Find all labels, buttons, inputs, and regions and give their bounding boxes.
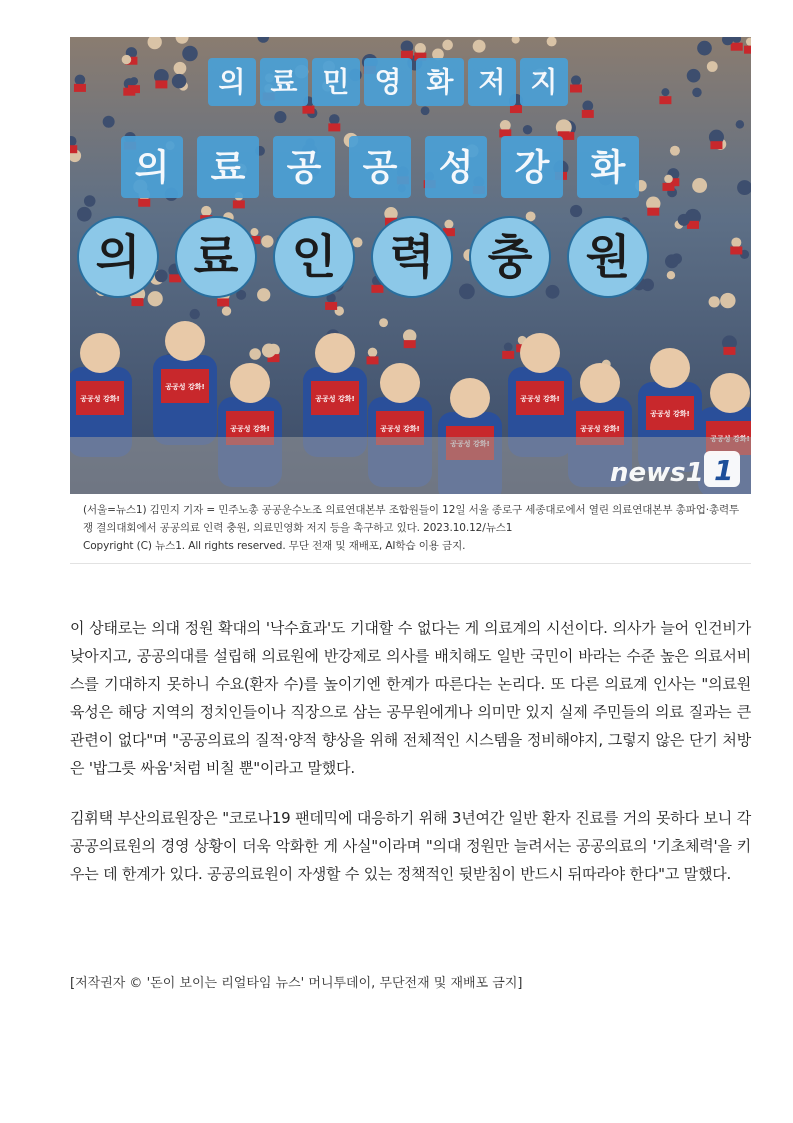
- article-body: [70, 614, 751, 910]
- svg-text:원: 원: [585, 230, 631, 284]
- svg-text:화: 화: [590, 147, 626, 189]
- protest-sign: [372, 217, 452, 297]
- protest-sign: [312, 58, 360, 106]
- svg-text:충: 충: [487, 230, 533, 284]
- svg-text:의: 의: [134, 147, 170, 189]
- caption-divider: [70, 563, 751, 564]
- svg-text:지: 지: [530, 65, 558, 99]
- svg-text:료: 료: [210, 147, 246, 189]
- svg-text:공공성 강화!: 공공성 강화!: [580, 425, 620, 433]
- caption-text: (서울=뉴스1) 김민지 기자 = 민주노총 공공운수노조 의료연대본부 조합원들이 12일 서울 종로구 세종대로에서 열린 의료연대본부 총파업·총력투쟁 결의대회에서 공공의료 인력 충원, 의료민영화 저지 등을 촉구하고 있다. 2023.10.12/뉴스1: [83, 504, 740, 534]
- protest-photo-illustration: [70, 37, 751, 494]
- svg-text:공: 공: [362, 147, 398, 189]
- protest-sign: [176, 217, 256, 297]
- svg-text:력: 력: [389, 230, 435, 284]
- svg-text:공공성 강화!: 공공성 강화!: [80, 395, 120, 403]
- protest-sign: [416, 58, 464, 106]
- protest-sign: [197, 136, 259, 198]
- svg-text:화: 화: [426, 65, 454, 99]
- svg-text:영: 영: [374, 65, 402, 99]
- svg-text:공공성 강화!: 공공성 강화!: [380, 425, 420, 433]
- article-paragraph-1: 이 상태로는 의대 정원 확대의 '낙수효과'도 기대할 수 없다는 게 의료계의 시선이다. 의사가 늘어 인건비가 낮아지고, 공공의대를 설립해 의료원에 반강제로 의사를 배치해도 일반 국민이 바라는 수준 높은 의료서비스를 기대하지 못하니 수요(환자 수)를 높이기엔 한계가 따른다는 논리다. 또 다른 의료계 인사는 "의료원 육성은 해당 지역의 정치인들이나 직장으로 삼는 공무원에게나 의미만 있지 실제 주민들의 의료 질과는 큰 관련이 없다"며 "공공의료의 질적·양적 향상을 위해 전체적인 시스템을 정비해야지, 그렇지 않은 단기 처방은 '밥그릇 싸움'처럼 비칠 뿐"이라고 말했다.: [70, 619, 751, 777]
- svg-text:공공성 강화!: 공공성 강화!: [165, 383, 205, 391]
- protest-sign: [568, 217, 648, 297]
- svg-text:강: 강: [514, 147, 550, 189]
- protest-sign: [364, 58, 412, 106]
- protest-sign: [260, 58, 308, 106]
- svg-text:인: 인: [291, 230, 337, 284]
- protest-sign: [520, 58, 568, 106]
- news-photo: [70, 37, 751, 494]
- protest-sign: [349, 136, 411, 198]
- svg-text:료: 료: [270, 65, 298, 99]
- svg-text:료: 료: [193, 230, 239, 284]
- svg-text:민: 민: [322, 65, 350, 99]
- svg-text:의: 의: [218, 65, 246, 99]
- svg-text:공공성 강화!: 공공성 강화!: [230, 425, 270, 433]
- protest-sign: [121, 136, 183, 198]
- svg-text:저: 저: [478, 65, 506, 99]
- svg-text:공공성 강화!: 공공성 강화!: [650, 410, 690, 418]
- copyright-notice: [저작권자 © '돈이 보이는 리얼타임 뉴스' 머니투데이, 무단전재 및 재배포 금지]: [70, 976, 523, 991]
- protest-sign: [577, 136, 639, 198]
- svg-text:공공성 강화!: 공공성 강화!: [315, 395, 355, 403]
- protest-sign: [501, 136, 563, 198]
- protest-sign: [208, 58, 256, 106]
- article-paragraph-2: 김휘택 부산의료원장은 "코로나19 팬데믹에 대응하기 위해 3년여간 일반 환자 진료를 거의 못하다 보니 각 공공의료원의 경영 상황이 더욱 악화한 게 사실"이라며 "의대 정원만 늘려서는 공공의료의 '기초체력'을 키우는 데 한계가 있다. 공공의료원이 자생할 수 있는 정책적인 뒷받침이 반드시 뒤따라야 한다"고 말했다.: [70, 809, 751, 883]
- protest-sign: [470, 217, 550, 297]
- svg-text:의: 의: [95, 230, 141, 284]
- svg-text:공: 공: [286, 147, 322, 189]
- caption-copyright: Copyright (C) 뉴스1. All rights reserved. 무단 전재 및 재배포, AI학습 이용 금지.: [83, 540, 466, 552]
- protest-sign: [273, 136, 335, 198]
- svg-text:성: 성: [438, 147, 474, 189]
- svg-text:1: 1: [714, 454, 734, 487]
- protest-sign: [468, 58, 516, 106]
- svg-text:news1: news1: [610, 458, 704, 488]
- protest-sign: [274, 217, 354, 297]
- protest-sign: [425, 136, 487, 198]
- svg-text:공공성 강화!: 공공성 강화!: [520, 395, 560, 403]
- protest-sign: [78, 217, 158, 297]
- photo-caption: [83, 501, 743, 555]
